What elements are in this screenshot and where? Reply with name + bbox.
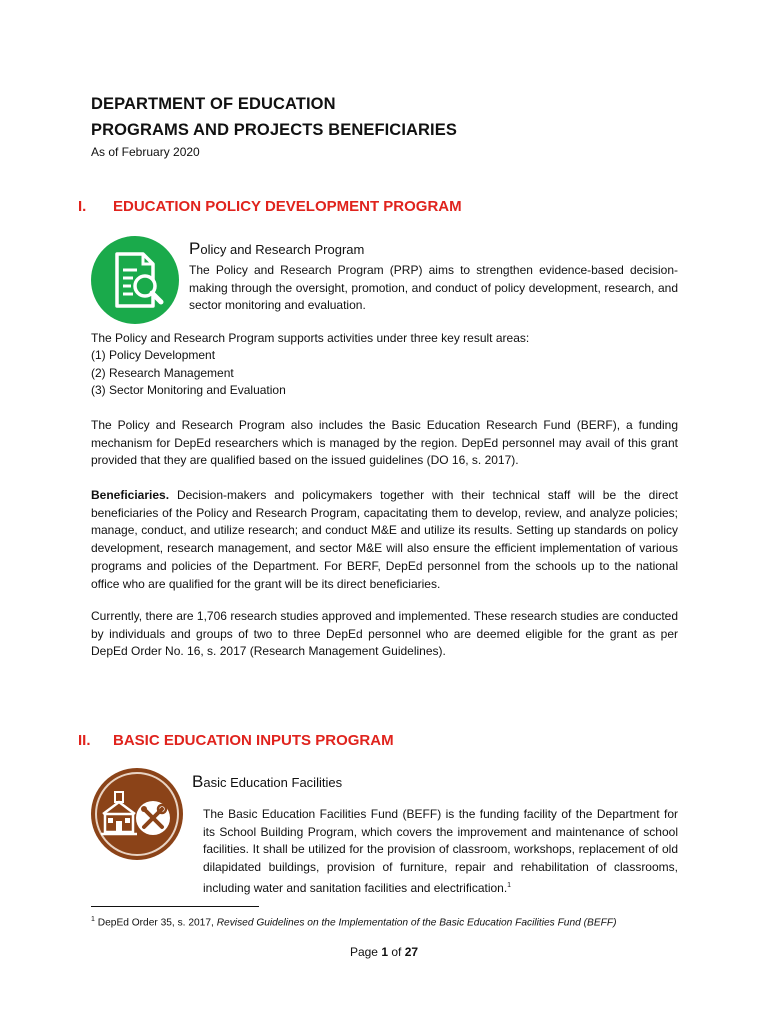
beneficiaries-label: Beneficiaries. (91, 488, 170, 502)
program-title-facilities (192, 772, 342, 792)
section-2-number: II. (78, 732, 91, 749)
program-title-policy (189, 239, 364, 259)
header-line-2: PROGRAMS AND PROJECTS BENEFICIARIES (91, 121, 457, 139)
section-2-title: BASIC EDUCATION INPUTS PROGRAM (113, 732, 394, 749)
facilities-text: The Basic Education Facilities Fund (BEFF) is the funding facility of the Department for its School Building Program, which covers the improvement and maintenance of school facilities. It shall be utilized for the provision of classroom, workshops, replacement of old dilapidated buildings, provision of furniture, repair and rehabilitation of classrooms, including water and sanitation facilities and electrification. (203, 807, 678, 895)
program-title-rest: olicy and Research Program (200, 242, 365, 257)
header-date: As of February 2020 (91, 145, 200, 159)
program-title-rest: asic Education Facilities (203, 775, 343, 790)
footnote-divider (91, 906, 259, 907)
page-label: Page (349, 945, 378, 959)
program-title-initial: B (192, 772, 204, 791)
current-studies-paragraph: Currently, there are 1,706 research studies approved and implemented. These research studies are conducted by individuals and groups of two to three DepEd personnel who are deemed eligible for the grant as per DepEd Order No. 16, s. 2017 (Research Management Guidelines). (91, 609, 678, 659)
page-of: of (391, 945, 402, 959)
key-area-item: (1) Policy Development (91, 348, 216, 362)
section-1-title: EDUCATION POLICY DEVELOPMENT PROGRAM (113, 198, 462, 215)
footnote (91, 916, 616, 928)
facilities-paragraph (91, 806, 678, 898)
beneficiaries-paragraph (91, 487, 678, 593)
berf-paragraph: The Policy and Research Program also includes the Basic Education Research Fund (BERF), a funding mechanism for DepEd researchers which is managed by the region. DepEd personnel may avail of this grant provided that they are qualified based on the issued guidelines (DO 16, s. 2017). (91, 418, 678, 468)
program-title-initial: P (189, 239, 201, 258)
page-current: 1 (381, 945, 388, 959)
page-number (0, 945, 768, 959)
footnote-lead: DepEd Order 35, s. 2017, (97, 917, 214, 929)
key-area-item: (2) Research Management (91, 366, 234, 380)
header-line-1: DEPARTMENT OF EDUCATION (91, 95, 336, 113)
facilities-text-wrap (91, 806, 678, 898)
footnote-ref: 1 (507, 881, 512, 889)
footnote-italic: Revised Guidelines on the Implementation of the Basic Education Facilities Fund (BEFF) (216, 917, 617, 929)
section-1-number: I. (78, 198, 87, 215)
footnote-number: 1 (91, 916, 95, 923)
key-area-item: (3) Sector Monitoring and Evaluation (91, 383, 286, 397)
policy-intro-paragraph: The Policy and Research Program (PRP) aims to strengthen evidence-based decision-making through the oversight, promotion, and conduct of policy development, research, and sector monitoring and evaluation. (189, 263, 678, 313)
page-total: 27 (404, 945, 419, 959)
beneficiaries-text: Decision-makers and policymakers together with their technical staff will be the direct beneficiaries of the Policy and Research Program, capacitating them to develop, review, and analyze policies; manage, conduct, and utilize research; and conduct M&E and utilize its results. Setting up standards on policy development, research management, and sector M&E will also ensure the efficient implementation of various programs and policies of the Department. For BERF, DepEd personnel from the schools up to the national office who are qualified for the grant will be its direct beneficiaries. (91, 488, 678, 591)
policy-document-icon (91, 236, 179, 324)
key-areas-lead: The Policy and Research Program supports activities under three key result areas: (91, 331, 530, 345)
